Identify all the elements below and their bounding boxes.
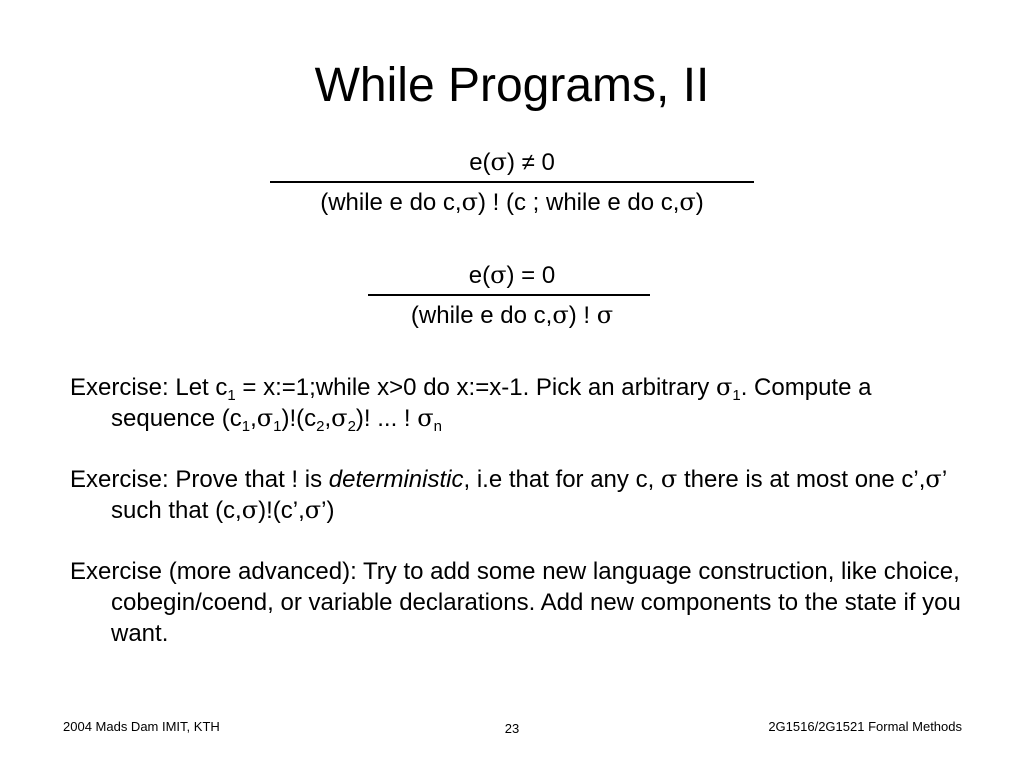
exercise-3: Exercise (more advanced): Try to add some new language construction, like choice, cobegin/coend, or variable declarations. Add new components to the state if you want. [70,558,961,647]
rule-premise: e(σ) ≠ 0 [469,148,555,176]
exercise-1: Exercise: Let $c_1$ = x:=1;while x>0 do x:=x-1. Pick an arbitrary $\sigma_1$. Compute a sequence $(c_1,\sigma_1)!(c_2,\sigma_2)$! ... ! $\sigma_n$ [70,373,872,435]
rule-premise: e(σ) = 0 [468,261,556,289]
slide-title: While Programs, II [314,59,710,112]
inference-bar [270,181,754,183]
rule-conclusion: (while e do c,σ) ! σ [410,301,614,329]
inference-bar [368,294,650,296]
footer-author: 2004 Mads Dam IMIT, KTH [63,719,220,734]
exercise-2: Exercise: Prove that ! is deterministic, i.e that for any c, σ there is at most one c’,σ’ such that (c,σ)!(c’,σ’) [70,465,947,524]
rule-conclusion: (while e do c,σ) ! (c ; while e do c,σ) [320,188,704,216]
page-number: 23 [504,721,520,736]
footer-course: 2G1516/2G1521 Formal Methods [768,719,962,734]
exercise-list [70,372,970,679]
